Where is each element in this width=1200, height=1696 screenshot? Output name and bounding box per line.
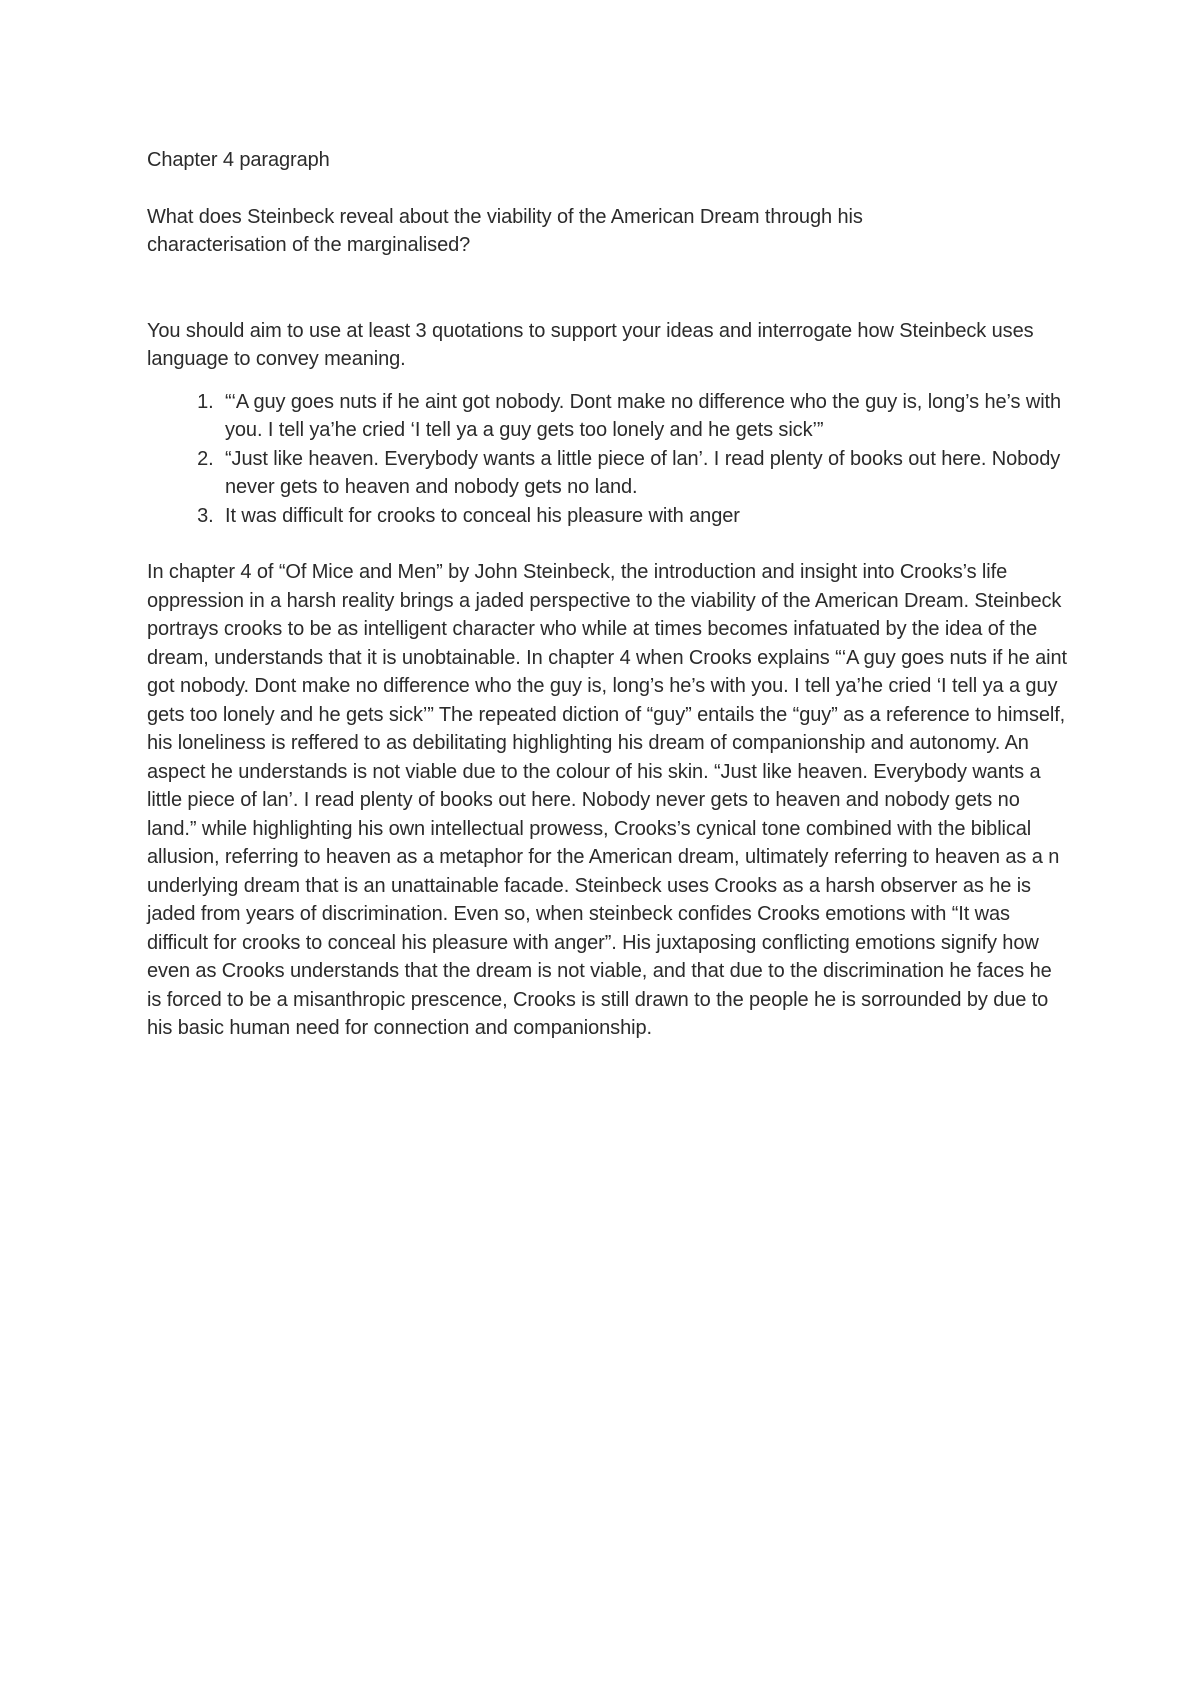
document-body xyxy=(147,146,1067,1043)
quotation-list xyxy=(147,388,1067,531)
quotation-item: 1. “‘A guy goes nuts if he aint got nobody. Dont make no difference who the guy is, long’s he’s with you. I tell ya’he cried ‘I tell ya a guy gets too lonely and he gets sick’” xyxy=(219,388,1067,445)
instruction-text: You should aim to use at least 3 quotations to support your ideas and interrogate how Steinbeck uses language to convey meaning. xyxy=(147,319,1034,370)
essay-paragraph: In chapter 4 of “Of Mice and Men” by John Steinbeck, the introduction and insight into Crooks’s life oppression in a harsh reality brings a jaded perspective to the viability of the American Dream. Steinbeck portrays crooks to be as intelligent character who while at times becomes infatuated by the idea of the dream, understands that it is unobtainable. In chapter 4 when Crooks explains “‘A guy goes nuts if he aint got nobody. Dont make no difference who the guy is, long’s he’s with you. I tell ya’he cried ‘I tell ya a guy gets too lonely and he gets sick’” The repeated diction of “guy” entails the “guy” as a reference to himself, his loneliness is reffered to as debilitating highlighting his dream of companionship and autonomy. An aspect he understands is not viable due to the colour of his skin. “Just like heaven. Everybody wants a little piece of lan’. I read plenty of books out here. Nobody never gets to heaven and nobody gets no land.” while highlighting his own intellectual prowess, Crooks’s cynical tone combined with the biblical allusion, referring to heaven as a metaphor for the American dream, ultimately referring to heaven as a n underlying dream that is an unattainable facade. Steinbeck uses Crooks as a harsh observer as he is jaded from years of discrimination. Even so, when steinbeck confides Crooks emotions with “It was difficult for crooks to conceal his pleasure with anger”. His juxtaposing conflicting emotions signify how even as Crooks understands that the dream is not viable, and that due to the discrimination he faces he is forced to be a misanthropic prescence, Crooks is still drawn to the people he is sorrounded by due to his basic human need for connection and companionship. xyxy=(147,561,1067,1039)
essay-question: What does Steinbeck reveal about the viability of the American Dream through his characterisation of the marginalised? xyxy=(147,205,863,256)
quotation-item: 2. “Just like heaven. Everybody wants a little piece of lan’. I read plenty of books out here. Nobody never gets to heaven and nobody gets no land. xyxy=(219,445,1067,502)
quotation-item: 3. It was difficult for crooks to conceal his pleasure with anger xyxy=(219,502,1067,531)
document-title: Chapter 4 paragraph xyxy=(147,149,330,171)
